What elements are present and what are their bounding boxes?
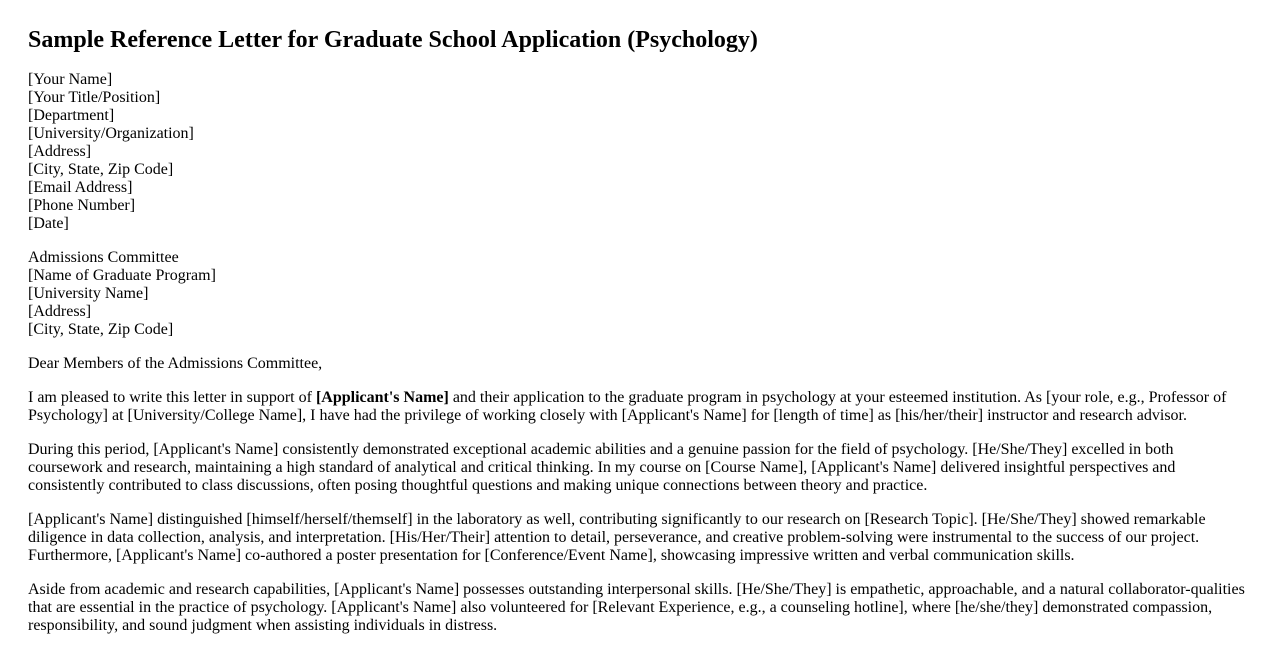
recipient-program-line: [Name of Graduate Program] (28, 267, 216, 284)
body-paragraph-1 (28, 389, 1252, 425)
body-paragraph-2: During this period, [Applicant's Name] consistently demonstrated exceptional academic abilities and a genuine passion for the field of psychology. [He/She/They] excelled in both coursework and research, maintaining a high standard of analytical and critical thinking. In my course on [Course Name], [Applicant's Name] delivered insightful perspectives and consistently contributed to class discussions, often posing thoughtful questions and making unique connections between theory and practice. (28, 441, 1176, 494)
body-paragraph-3: [Applicant's Name] distinguished [himself/herself/themself] in the laboratory as well, contributing significantly to our research on [Research Topic]. [He/She/They] showed remarkable diligence in data collection, analysis, and interpretation. [His/Her/Their] attention to detail, perseverance, and creative problem-solving were instrumental to the success of our project. Furthermore, [Applicant's Name] co-authored a poster presentation for [Conference/Event Name], showcasing impressive written and verbal communication skills. (28, 511, 1206, 564)
sender-address-block (28, 71, 1252, 233)
recipient-committee-line: Admissions Committee (28, 249, 179, 266)
salutation: Dear Members of the Admissions Committee, (28, 355, 323, 372)
sender-address-line: [Address] (28, 143, 92, 160)
applicant-name-bold-placeholder: [Applicant's Name] (315, 389, 449, 406)
sender-title-line: [Your Title/Position] (28, 89, 161, 106)
paragraph-1-prefix: I am pleased to write this letter in support of (28, 389, 316, 406)
paragraph-1-suffix: and their application to the graduate program in psychology at your esteemed institution. As [your role, e.g., Professor of Psychology] at [University/College Name], I have had the privilege of working closely with [Applicant's Name] for [length of time] as [his/her/their] instructor and research advisor. (28, 389, 1227, 424)
sender-city-line: [City, State, Zip Code] (28, 161, 174, 178)
document-title: Sample Reference Letter for Graduate School Application (Psychology) (28, 27, 758, 53)
sender-email-line: [Email Address] (28, 179, 133, 196)
sender-name-line: [Your Name] (28, 71, 113, 88)
body-paragraph-4: Aside from academic and research capabilities, [Applicant's Name] possesses outstanding interpersonal skills. [He/She/They] is empathetic, approachable, and a natural collaborator-qualities that are essential in the practice of psychology. [Applicant's Name] also volunteered for [Relevant Experience, e.g., a counseling hotline], where [he/she/they] demonstrated compassion, responsibility, and sound judgment when assisting individuals in distress. (28, 581, 1245, 634)
recipient-address-block (28, 249, 1252, 339)
sender-date-line: [Date] (28, 215, 69, 232)
sender-phone-line: [Phone Number] (28, 197, 136, 214)
recipient-university-line: [University Name] (28, 285, 149, 302)
recipient-city-line: [City, State, Zip Code] (28, 321, 174, 338)
sender-university-line: [University/Organization] (28, 125, 194, 142)
recipient-address-line: [Address] (28, 303, 92, 320)
sender-department-line: [Department] (28, 107, 115, 124)
